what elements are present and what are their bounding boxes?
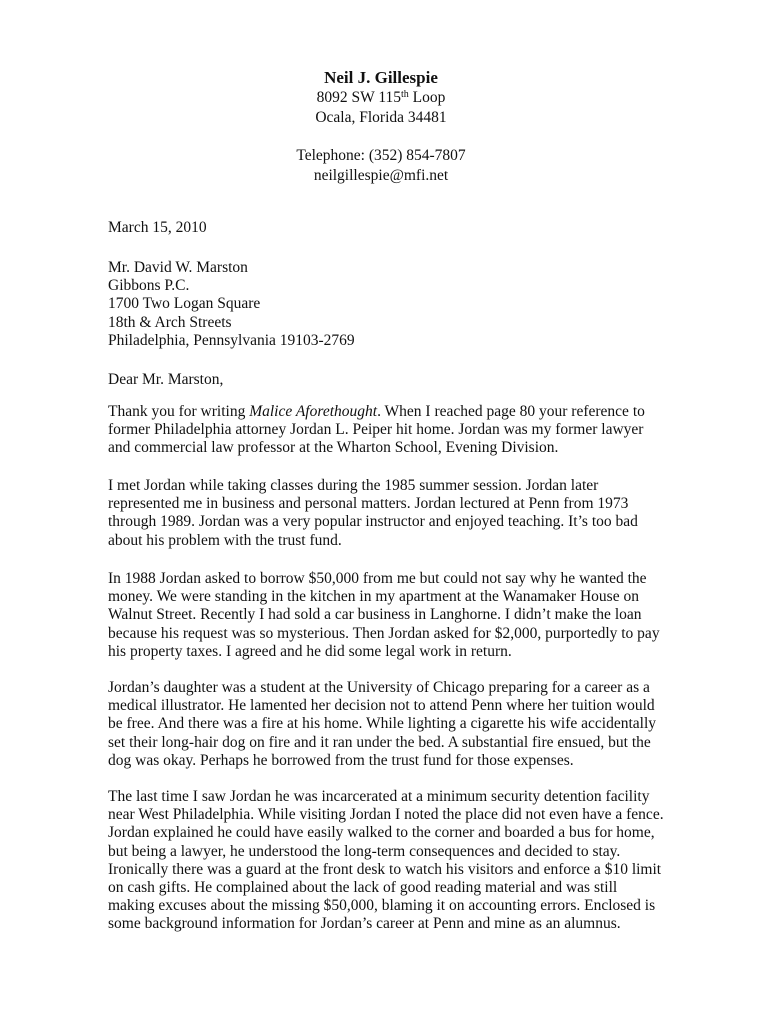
paragraph-2 [108,477,648,550]
street-number: 8092 SW 115 [316,89,402,106]
paragraph-4 [108,679,657,770]
line-start: Thank you for writing [108,403,250,420]
paragraph-line: near West Philadelphia. While visiting Jordan I noted the place did not even have a fence. [108,806,664,824]
paragraph-1 [108,403,648,458]
recipient-line: Mr. David W. Marston [108,259,248,276]
book-title: Malice Aforethought [249,403,378,420]
paragraph-line: through 1989. Jordan was a very popular instructor and enjoyed teaching. It’s too bad [108,513,638,531]
letter-date [108,219,648,237]
paragraph-line: dog was okay. Perhaps he borrowed from the trust fund for those expenses. [108,751,574,769]
paragraph-line: Walnut Street. Recently I had sold a car business in Langhorne. I didn’t make the loan [108,606,642,624]
salutation-text: Dear Mr. Marston, [108,371,224,388]
paragraph-line: and commercial law professor at the Wharton School, Evening Division. [108,439,559,457]
paragraph-line: former Philadelphia attorney Jordan L. Peiper hit home. Jordan was my former lawyer [108,421,644,439]
paragraph-line: set their long-hair dog on fire and it ran under the bed. A substantial fire ensued, but the [108,733,651,751]
street-type: Loop [408,89,446,106]
date-text: March 15, 2010 [108,219,207,236]
paragraph-line: about his problem with the trust fund. [108,531,342,549]
salutation [108,371,648,389]
paragraph-line: Jordan explained he could have easily walked to the corner and boarded a bus for home, [108,824,655,842]
sender-email: neilgillespie@mfi.net [313,167,449,184]
paragraph-line: some background information for Jordan’s career at Penn and mine as an alumnus. [108,915,621,933]
line-end: . When I reached page 80 your reference to [377,403,645,420]
paragraph-line: medical illustrator. He lamented her decision not to attend Penn where her tuition would [108,697,655,715]
paragraph-line: money. We were standing in the kitchen in my apartment at the Wanamaker House on [108,588,639,606]
paragraph-line: be free. And there was a fire at his home. While lighting a cigarette his wife accidentally [108,715,657,733]
paragraph-line [108,403,648,421]
paragraph-line: making excuses about the missing $50,000, blaming it on accounting errors. Enclosed is [108,897,656,915]
sender-name: Neil J. Gillespie [324,68,438,87]
recipient-line: 1700 Two Logan Square [108,295,261,313]
paragraph-line: In 1988 Jordan asked to borrow $50,000 from me but could not say why he wanted the [108,570,647,587]
paragraph-5 [108,788,664,934]
paragraph-line: his property taxes. I agreed and he did some legal work in return. [108,642,512,660]
paragraph-line: on cash gifts. He complained about the lack of good reading material and was still [108,878,618,896]
paragraph-3 [108,570,660,661]
paragraph-line: Jordan’s daughter was a student at the University of Chicago preparing for a career as a [108,679,650,696]
paragraph-line: represented me in business and personal matters. Jordan lectured at Penn from 1973 [108,495,629,513]
street-ordinal: th [401,89,409,100]
letterhead-spacer [0,128,762,146]
recipient-line: Philadelphia, Pennsylvania 19103-2769 [108,331,355,349]
paragraph-line: but being a lawyer, he understood the long-term consequences and decided to stay. [108,842,621,860]
paragraph-line: Ironically there was a guard at the front desk to watch his visitors and enforce a $10 limit [108,860,662,878]
sender-telephone: Telephone: (352) 854-7807 [296,147,466,164]
recipient-line: 18th & Arch Streets [108,313,232,331]
paragraph-line: The last time I saw Jordan he was incarcerated at a minimum security detention facility [108,788,650,805]
paragraph-line: I met Jordan while taking classes during the 1985 summer session. Jordan later [108,477,599,494]
letterhead [0,68,762,186]
recipient-line: Gibbons P.C. [108,277,190,295]
sender-street [0,88,762,108]
paragraph-line: because his request was so mysterious. Then Jordan asked for $2,000, purportedly to pay [108,624,660,642]
recipient-address [108,259,648,350]
sender-city: Ocala, Florida 34481 [315,109,447,126]
